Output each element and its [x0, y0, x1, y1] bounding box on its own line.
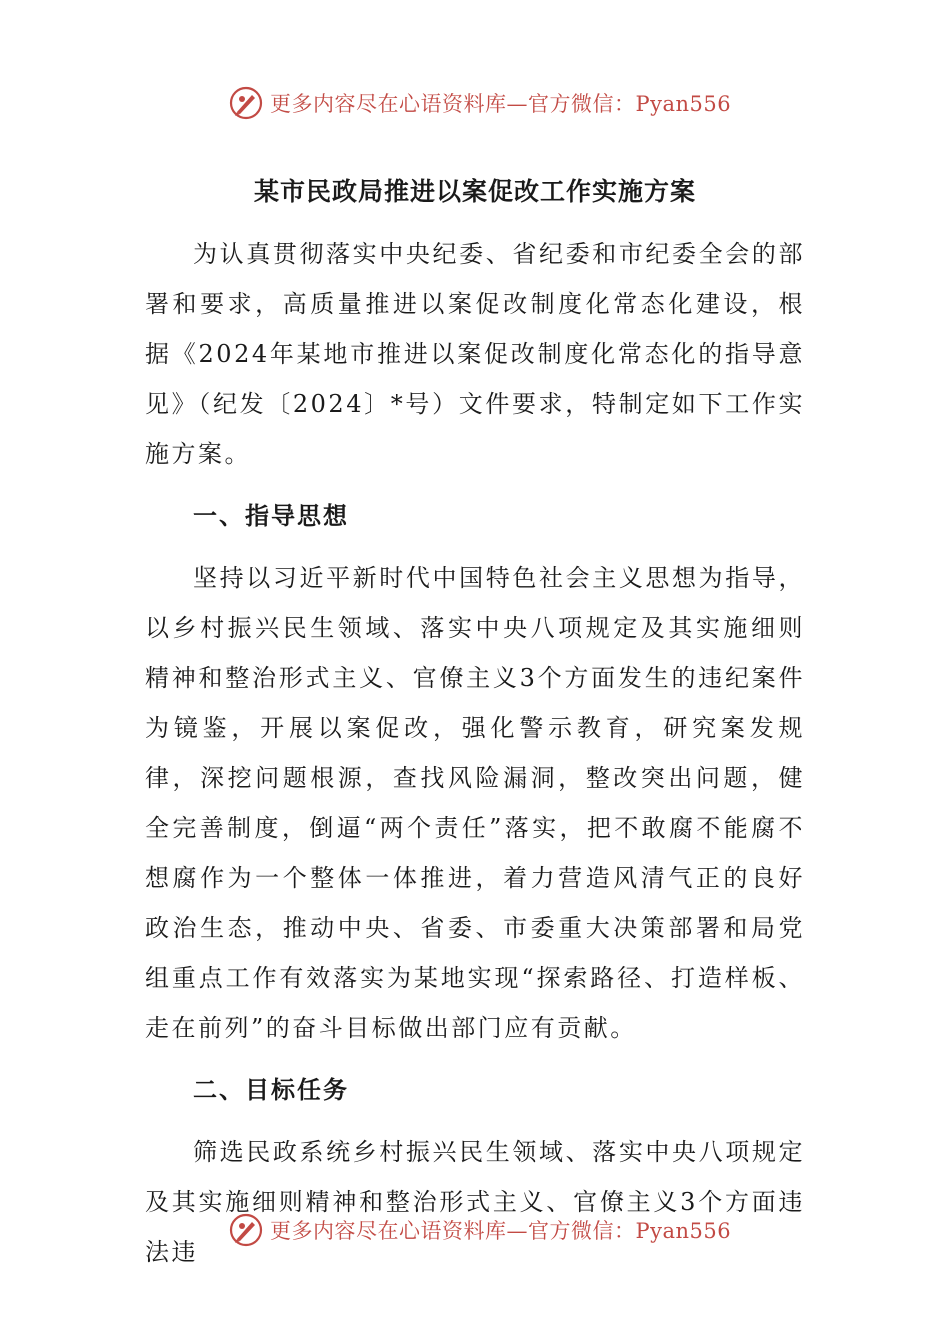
pen-logo-icon [228, 1212, 264, 1248]
watermark-text: 更多内容尽在心语资料库—官方微信：Pyan556 [270, 1219, 732, 1243]
section-heading-objectives: 二、目标任务 [193, 1075, 349, 1104]
section-body-objectives: 筛选民政系统乡村振兴民生领域、落实中央八项规定及其实施细则精神和整治形式主义、官僚主义3个方面违法违 [145, 1138, 805, 1266]
document-title: 某市民政局推进以案促改工作实施方案 [253, 177, 696, 206]
watermark-text: 更多内容尽在心语资料库—官方微信：Pyan556 [270, 92, 732, 116]
footer-watermark [228, 1210, 731, 1250]
section-heading-guiding-ideology: 一、指导思想 [193, 501, 349, 530]
header-watermark [228, 83, 731, 123]
intro-paragraph: 为认真贯彻落实中央纪委、省纪委和市纪委全会的部署和要求，高质量推进以案促改制度化常态化建设，根据《2024年某地市推进以案促改制度化常态化的指导意见》（纪发〔2024〕*号）文件要求，特制定如下工作实施方案。 [145, 240, 805, 468]
pen-logo-icon [228, 85, 264, 121]
document-body [145, 229, 805, 1277]
section-body-guiding-ideology: 坚持以习近平新时代中国特色社会主义思想为指导，以乡村振兴民生领域、落实中央八项规定及其实施细则精神和整治形式主义、官僚主义3个方面发生的违纪案件为镜鉴，开展以案促改，强化警示教育，研究案发规律，深挖问题根源，查找风险漏洞，整改突出问题，健全完善制度，倒逼“两个责任”落实，把不敢腐不能腐不想腐作为一个整体一体推进，着力营造风清气正的良好政治生态，推动中央、省委、市委重大决策部署和局党组重点工作有效落实为某地实现“探索路径、打造样板、走在前列”的奋斗目标做出部门应有贡献。 [145, 564, 805, 1042]
